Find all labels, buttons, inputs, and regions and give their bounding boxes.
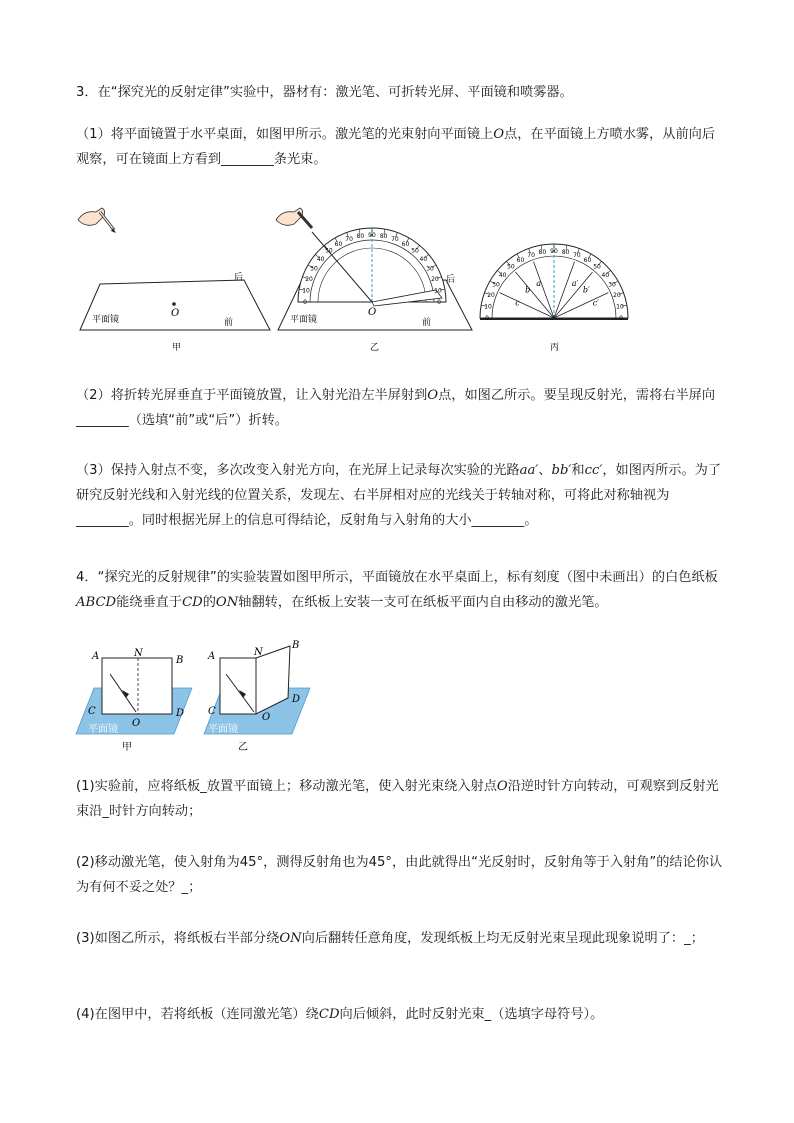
- jia-mirror-label: 平面镜: [92, 315, 120, 325]
- jia-front-label: 前: [224, 318, 234, 328]
- q4-figures: [74, 636, 324, 760]
- label-C: C: [88, 706, 96, 717]
- label-O: O: [132, 718, 141, 729]
- yi-point-O: O: [368, 307, 377, 318]
- protractor-tick-label: 10: [484, 303, 492, 311]
- ray-label: c′: [592, 298, 600, 308]
- q3-fig-jia: [78, 208, 270, 353]
- ray-label: c: [515, 298, 520, 308]
- protractor-tick-label: 50: [411, 247, 419, 255]
- protractor-tick-label: 80: [356, 233, 365, 241]
- caption-bing: 丙: [550, 343, 560, 353]
- protractor-tick-label: 20: [613, 292, 621, 300]
- q4-part4: (4)在图甲中，若将纸板（连同激光笔）绕CD向后倾斜，此时反射光束_（选填字母符号）。: [76, 1007, 604, 1022]
- protractor-tick-label: 10: [616, 303, 624, 311]
- label-B: B: [176, 655, 184, 666]
- protractor-tick-label: 50: [325, 247, 333, 255]
- q3-part2: （2）将折转光屏垂直于平面镜放置，让入射光沿左半屏射到O点，如图乙所示。要呈现反射光，需将右半屏向________（选填“前”或“后”）折转。: [76, 388, 716, 428]
- yi-back-label: 后: [446, 275, 456, 285]
- label-C: C: [208, 706, 216, 717]
- protractor-tick-label: 20: [431, 276, 439, 284]
- ray-label: b′: [582, 285, 590, 295]
- q4-stem: 4．“探究光的反射规律”的实验装置如图甲所示，平面镜放在水平桌面上，标有刻度（图中未画出）的白色纸板ABCD能绕垂直于CD的ON轴翻转，在纸板上安装一支可在纸板平面内自由移动的激光笔。: [76, 570, 718, 610]
- q4-part1: (1)实验前，应将纸板_放置平面镜上；移动激光笔，使入射光束绕入射点O沿逆时针方向转动，可观察到反射光束沿_时针方向转动；: [76, 779, 719, 819]
- q4-fig-yi: [204, 640, 310, 753]
- q3-part3: （3）保持入射点不变，多次改变入射光方向，在光屏上记录每次实验的光路aa′、bb′和cc′，如图丙所示。为了研究反射光线和入射光线的位置关系，发现左、右半屏相对应的光线关于转轴对称，可将此对称轴视为________。同时根据光屏上的信息可得结论，反射角与入射角的大小________。: [76, 463, 722, 528]
- protractor-tick-label: 70: [527, 252, 535, 260]
- ray-label: a: [536, 279, 542, 289]
- q3-fig-yi: [276, 208, 472, 353]
- protractor-tick-label: 70: [345, 236, 353, 244]
- yi-mirror-label: 平面镜: [290, 315, 318, 325]
- label-N: N: [134, 648, 143, 659]
- protractor-tick-label: 40: [419, 255, 428, 263]
- caption-jia: 甲: [122, 742, 132, 753]
- protractor-tick-label: 50: [507, 263, 515, 271]
- protractor-tick-label: 10: [302, 287, 310, 295]
- ray-label: b: [525, 285, 531, 295]
- protractor-tick-label: 60: [401, 240, 410, 248]
- label-D: D: [176, 708, 185, 719]
- jia-back-label: 后: [234, 273, 244, 283]
- protractor-tick-label: 0: [437, 299, 441, 306]
- protractor-tick-label: 40: [316, 255, 325, 263]
- protractor-tick-label: 30: [492, 281, 500, 289]
- q3-fig-bing: [480, 244, 628, 353]
- protractor-tick-label: 90: [368, 232, 376, 239]
- q3-figures: [74, 198, 644, 358]
- protractor-tick-label: 0: [303, 299, 307, 306]
- protractor-tick-label: 40: [601, 271, 610, 279]
- label-A: A: [92, 651, 100, 662]
- protractor-tick-label: 70: [391, 236, 399, 244]
- protractor-tick-label: 80: [379, 233, 388, 241]
- caption-yi: 乙: [238, 742, 248, 753]
- label-B: B: [292, 640, 300, 651]
- caption-yi: 乙: [370, 343, 380, 353]
- protractor-tick-label: 30: [426, 265, 434, 273]
- protractor-tick-label: 20: [305, 276, 313, 284]
- label-N: N: [254, 647, 263, 658]
- protractor-tick-label: 90: [550, 248, 558, 255]
- label-D: D: [292, 694, 301, 705]
- hand-pen-icon: [276, 208, 312, 228]
- protractor-tick-label: 70: [573, 252, 581, 260]
- q4-part3: (3)如图乙所示，将纸板右半部分绕ON向后翻转任意角度，发现纸板上均无反射光束呈现此现象说明了：_；: [76, 931, 704, 946]
- protractor-tick-label: 40: [498, 271, 507, 279]
- hand-pen-icon: [78, 208, 116, 233]
- protractor-tick-label: 0: [485, 315, 489, 322]
- mirror-label: 平面镜: [208, 724, 238, 735]
- q4-part2: (2)移动激光笔，使入射角为45°，测得反射角也为45°，由此就得出“光反射时，反射角等于入射角”的结论你认为有何不妥之处？_；: [76, 855, 723, 895]
- protractor-tick-label: 80: [561, 249, 570, 257]
- q4-fig-jia: [76, 648, 192, 753]
- ray-label: a′: [571, 279, 579, 289]
- protractor-tick-label: 60: [516, 256, 525, 264]
- protractor-tick-label: 30: [608, 281, 616, 289]
- jia-point-O: O: [171, 308, 180, 319]
- q3-part1: （1）将平面镜置于水平桌面，如图甲所示。激光笔的光束射向平面镜上O点，在平面镜上方喷水雾，从前向后观察，可在镜面上方看到________条光束。: [76, 127, 716, 167]
- protractor-tick-label: 60: [583, 256, 592, 264]
- q3-stem: 3．在“探究光的反射定律”实验中，器材有：激光笔、可折转光屏、平面镜和喷雾器。: [76, 85, 573, 100]
- label-O: O: [262, 712, 271, 723]
- protractor-tick-label: 10: [434, 287, 442, 295]
- protractor-tick-label: 30: [310, 265, 318, 273]
- protractor-tick-label: 60: [334, 240, 343, 248]
- mirror-label: 平面镜: [88, 724, 118, 735]
- protractor-tick-label: 20: [487, 292, 495, 300]
- yi-front-label: 前: [422, 318, 432, 328]
- label-A: A: [208, 651, 216, 662]
- protractor-tick-label: 50: [593, 263, 601, 271]
- protractor-tick-label: 80: [538, 249, 547, 257]
- caption-jia: 甲: [172, 343, 182, 353]
- protractor-tick-label: 0: [619, 315, 623, 322]
